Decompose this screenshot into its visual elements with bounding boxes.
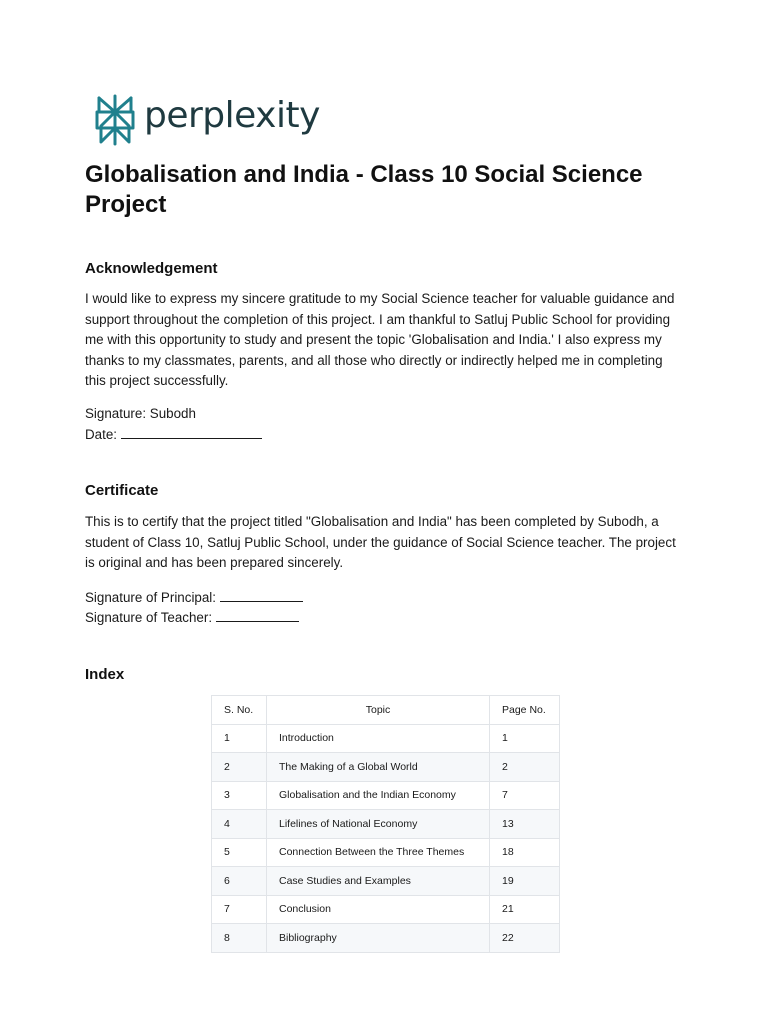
principal-signature-line [85, 588, 303, 608]
principal-signature-label: Signature of Principal: [85, 590, 217, 605]
row-page: 21 [490, 895, 560, 924]
index-table [211, 695, 560, 953]
row-sno: 3 [212, 781, 267, 810]
row-sno: 7 [212, 895, 267, 924]
teacher-signature-line [85, 608, 299, 628]
row-sno: 2 [212, 753, 267, 782]
row-page: 22 [490, 924, 560, 953]
page-title: Globalisation and India - Class 10 Social Science Project [85, 161, 643, 218]
row-topic: Lifelines of National Economy [267, 810, 490, 839]
teacher-signature-blank [216, 609, 299, 622]
row-page: 7 [490, 781, 560, 810]
row-page: 19 [490, 867, 560, 896]
acknowledgement-body: I would like to express my sincere gratitude to my Social Science teacher for valuable guidance and support throughout the completion of this project. I am thankful to Satluj Public School for providing me with this opportunity to study and present the topic 'Globalisation and India.' I also express my thanks to my classmates, parents, and all those who directly or indirectly helped me in completing this project successfully. [85, 291, 675, 389]
table-row [212, 867, 560, 896]
row-topic: Globalisation and the Indian Economy [267, 781, 490, 810]
perplexity-logo-icon [94, 94, 136, 146]
column-header-topic: Topic [267, 696, 490, 725]
row-topic: The Making of a Global World [267, 753, 490, 782]
row-sno: 1 [212, 724, 267, 753]
date-label: Date: [85, 427, 118, 442]
principal-signature-blank [220, 589, 303, 602]
row-sno: 4 [212, 810, 267, 839]
acknowledgement-heading: Acknowledgement [85, 260, 218, 277]
table-row [212, 924, 560, 953]
perplexity-logo [94, 94, 320, 146]
row-topic: Conclusion [267, 895, 490, 924]
table-row [212, 781, 560, 810]
table-row [212, 810, 560, 839]
index-heading: Index [85, 666, 125, 683]
column-header-sno: S. No. [212, 696, 267, 725]
row-sno: 5 [212, 838, 267, 867]
date-line [85, 425, 262, 445]
row-topic: Case Studies and Examples [267, 867, 490, 896]
row-topic: Introduction [267, 724, 490, 753]
row-sno: 6 [212, 867, 267, 896]
row-sno: 8 [212, 924, 267, 953]
table-row [212, 724, 560, 753]
row-page: 13 [490, 810, 560, 839]
signature-line: Signature: Subodh [85, 406, 196, 421]
row-page: 1 [490, 724, 560, 753]
row-topic: Bibliography [267, 924, 490, 953]
column-header-page: Page No. [490, 696, 560, 725]
logo-wordmark: perplexity [144, 95, 320, 136]
row-topic: Connection Between the Three Themes [267, 838, 490, 867]
date-blank [121, 426, 262, 439]
table-row [212, 838, 560, 867]
certificate-body: This is to certify that the project titled "Globalisation and India" has been completed by Subodh, a student of Class 10, Satluj Public School, under the guidance of Social Science teacher. The project is original and has been prepared sincerely. [85, 514, 676, 571]
index-header-row [212, 696, 560, 725]
row-page: 2 [490, 753, 560, 782]
table-row [212, 895, 560, 924]
table-row [212, 753, 560, 782]
certificate-heading: Certificate [85, 482, 159, 499]
row-page: 18 [490, 838, 560, 867]
teacher-signature-label: Signature of Teacher: [85, 610, 213, 625]
